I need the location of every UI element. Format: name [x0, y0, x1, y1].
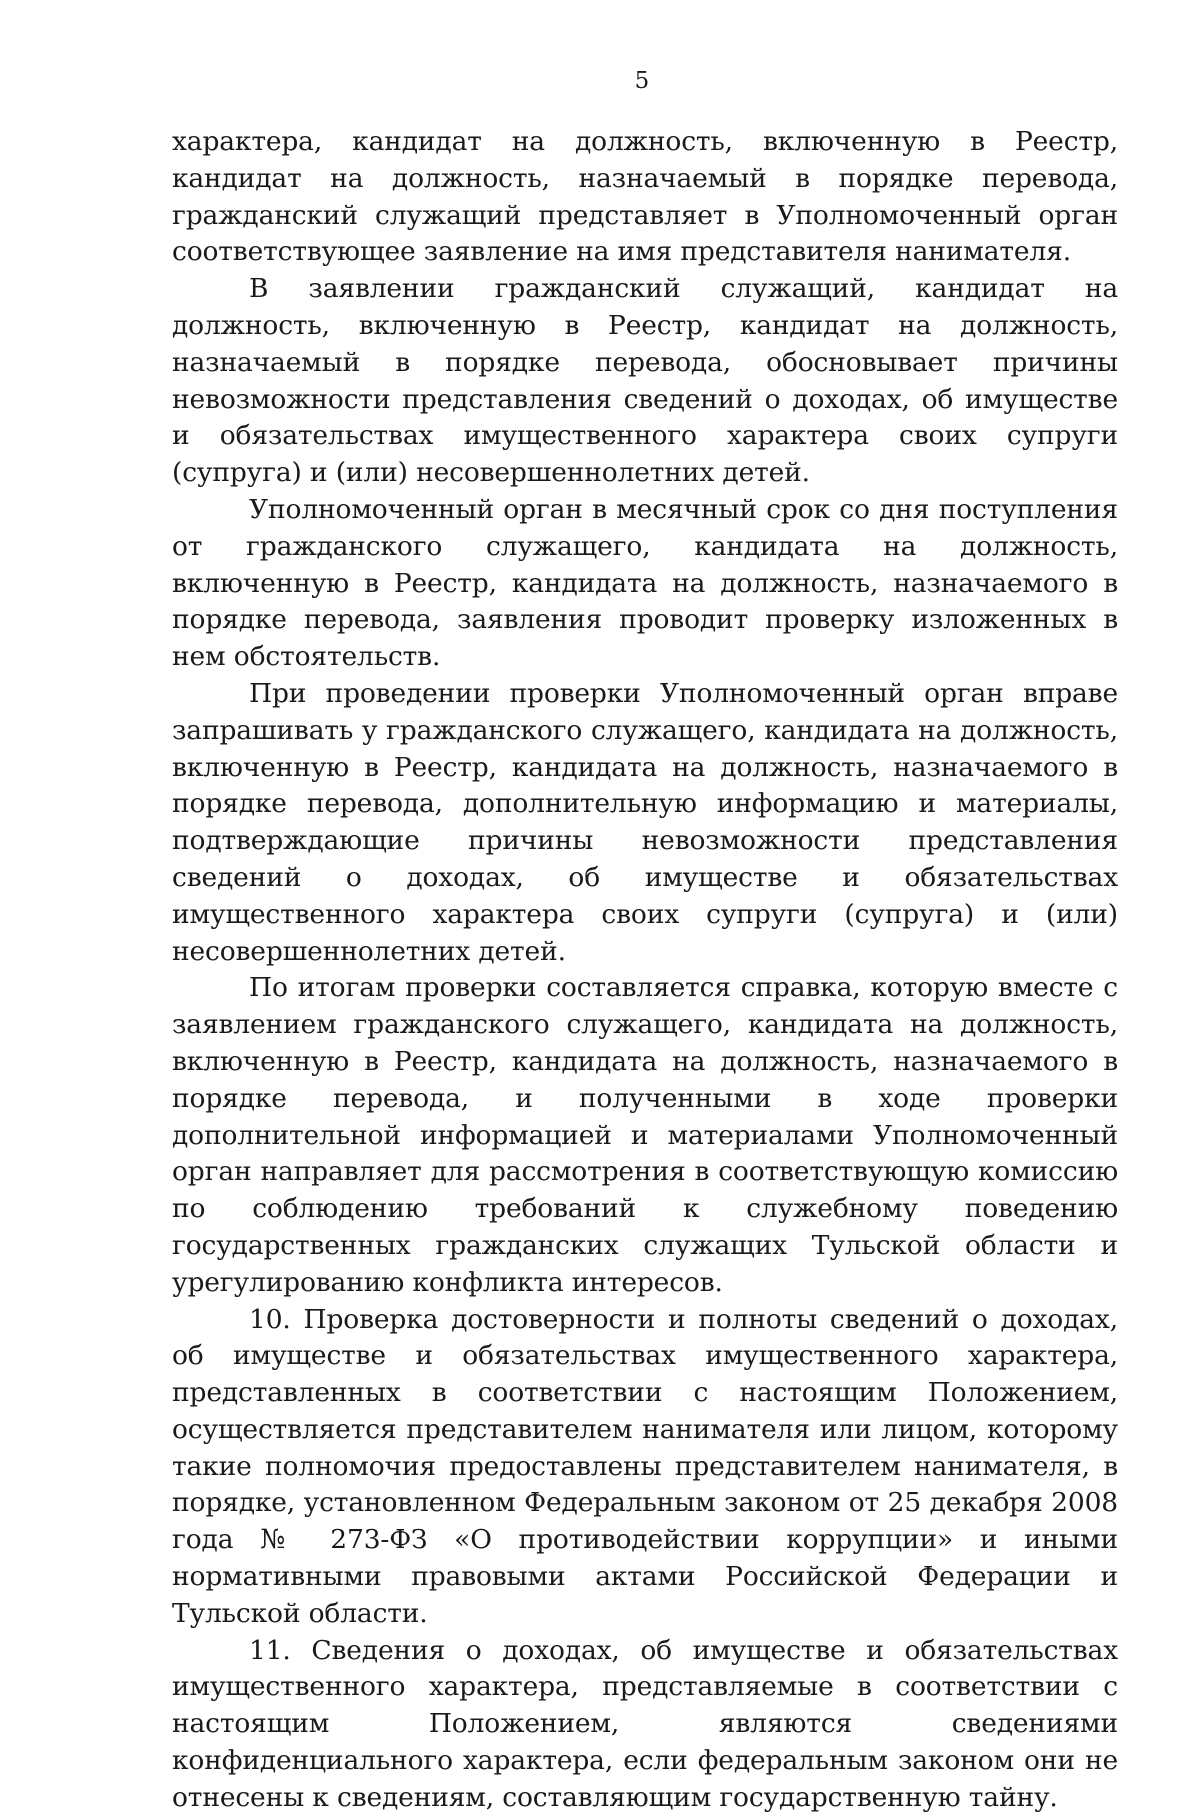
page-number: 5: [634, 68, 650, 94]
paragraph-monthly-check: Уполномоченный орган в месячный срок со дня поступления от гражданского служащего, кандидата на должность, включенную в Реестр, кандидата на должность, назначаемого в порядке перевода, заявления проводит проверку изложенных в нем обстоятельств.: [172, 493, 1118, 673]
paragraph-continuation: характера, кандидат на должность, включенную в Реестр, кандидат на должность, назначаемый в порядке перевода, гражданский служащий представляет в Уполномоченный орган соответствующее заявление на имя представителя нанимателя.: [172, 126, 1118, 268]
paragraph-check-results: По итогам проверки составляется справка, которую вместе с заявлением гражданского служащего, кандидата на должность, включенную в Реестр, кандидата на должность, назначаемого в порядке перевода, и полученными в ходе проверки дополнительной информацией и материалами Уполномоченный орган направляет для рассмотрения в соответствующую комиссию по соблюдению требований к служебному поведению государственных гражданских служащих Тульской области и урегулированию конфликта интересов.: [172, 972, 1118, 1298]
document-body: [172, 124, 1118, 1817]
paragraph-item-11: 11. Сведения о доходах, об имуществе и обязательствах имущественного характера, представляемые в соответствии с настоящим Положением, являются сведениями конфиденциального характера, если федеральным законом они не отнесены к сведениям, составляющим государственную тайну.: [172, 1634, 1118, 1813]
paragraph-application-grounds: В заявлении гражданский служащий, кандидат на должность, включенную в Реестр, кандидат на должность, назначаемый в порядке перевода, обосновывает причины невозможности представления сведений о доходах, об имуществе и обязательствах имущественного характера своих супруги (супруга) и (или) несовершеннолетних детей.: [172, 273, 1118, 489]
paragraph-item-10: 10. Проверка достоверности и полноты сведений о доходах, об имуществе и обязательствах имущественного характера, представленных в соответствии с настоящим Положением, осуществляется представителем нанимателя или лицом, которому такие полномочия предоставлены представителем нанимателя, в порядке, установленном Федеральным законом от 25 декабря 2008 года № 273-ФЗ «О противодействии коррупции» и иными нормативными правовыми актами Российской Федерации и Тульской области.: [172, 1303, 1118, 1629]
paragraph-request-information: При проведении проверки Уполномоченный орган вправе запрашивать у гражданского служащего, кандидата на должность, включенную в Реестр, кандидата на должность, назначаемого в порядке перевода, дополнительную информацию и материалы, подтверждающие причины невозможности представления сведений о доходах, об имуществе и обязательствах имущественного характера своих супруги (супруга) и (или) несовершеннолетних детей.: [172, 677, 1118, 967]
